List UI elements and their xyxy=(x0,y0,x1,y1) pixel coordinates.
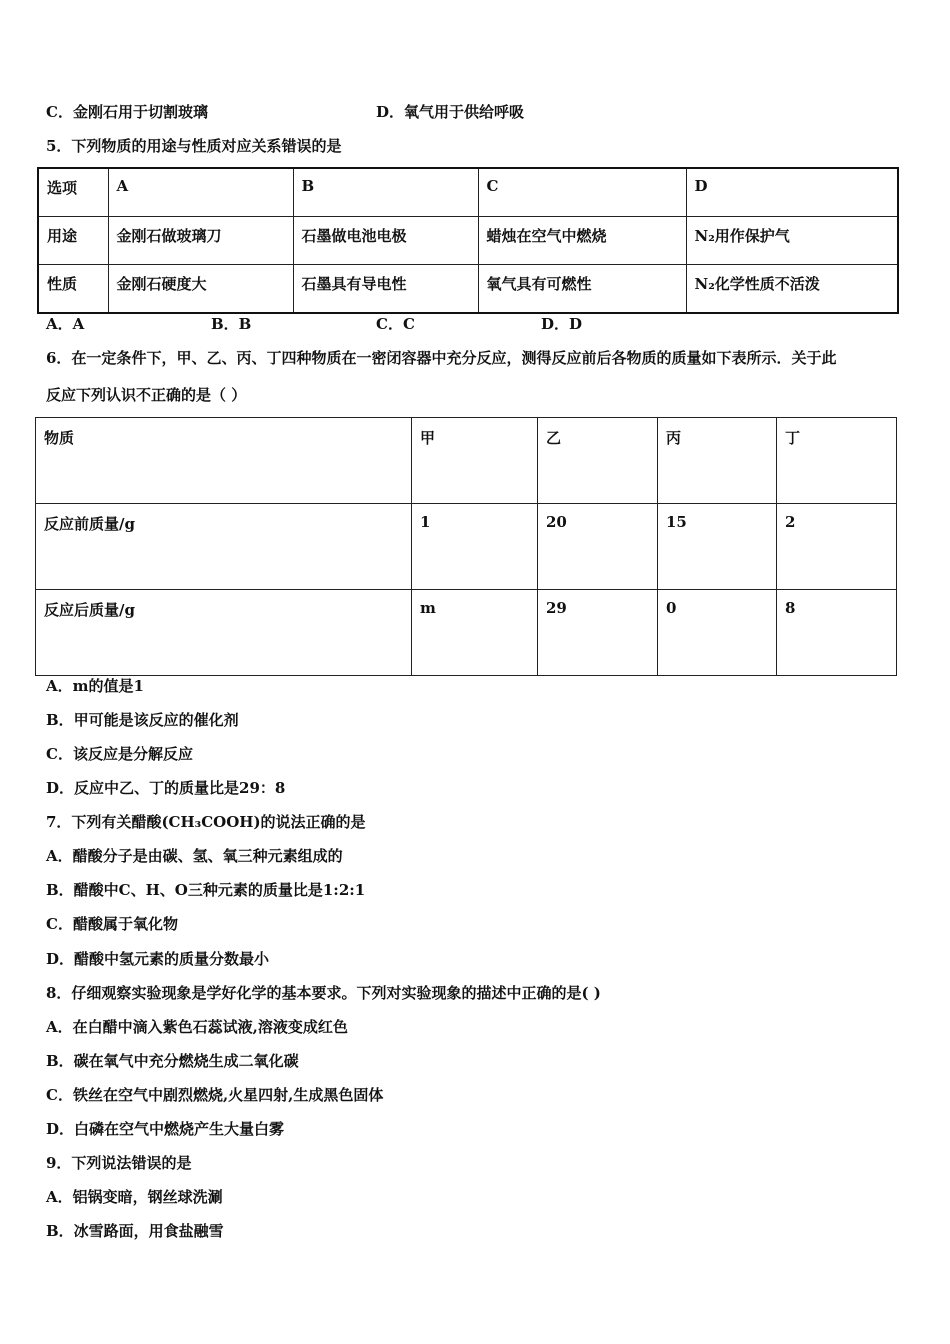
q5-option-c: C．C xyxy=(376,315,415,333)
table-cell: 乙 xyxy=(538,418,658,504)
q4-option-d: D．氧气用于供给呼吸 xyxy=(376,103,525,121)
table-cell: D xyxy=(686,168,898,217)
table-row xyxy=(36,418,897,504)
q9-option-a: A．铝锅变暗，钢丝球洗涮 xyxy=(46,1188,223,1206)
q4-option-c: C．金刚石用于切割玻璃 xyxy=(46,103,208,121)
table-row xyxy=(36,590,897,676)
q6-option-a: A．m的值是1 xyxy=(46,677,144,695)
table-cell: 氧气具有可燃性 xyxy=(478,265,686,314)
q7-option-a: A．醋酸分子是由碳、氢、氧三种元素组成的 xyxy=(46,847,343,865)
q5-table xyxy=(37,167,899,314)
table-row xyxy=(38,168,898,217)
table-cell: 用途 xyxy=(38,217,108,265)
table-cell: 甲 xyxy=(412,418,538,504)
table-cell: m xyxy=(412,590,538,676)
table-cell: 8 xyxy=(777,590,897,676)
table-row xyxy=(36,504,897,590)
table-cell: 丙 xyxy=(658,418,777,504)
q8-option-c: C．铁丝在空气中剧烈燃烧,火星四射,生成黑色固体 xyxy=(46,1086,384,1104)
table-cell: 金刚石硬度大 xyxy=(108,265,293,314)
table-cell: 蜡烛在空气中燃烧 xyxy=(478,217,686,265)
q5-option-a: A．A xyxy=(46,315,85,333)
q6-option-d: D．反应中乙、丁的质量比是29：8 xyxy=(46,779,286,797)
q9-stem: 9．下列说法错误的是 xyxy=(46,1154,192,1172)
table-cell: 15 xyxy=(658,504,777,590)
q8-stem: 8．仔细观察实验现象是学好化学的基本要求。下列对实验现象的描述中正确的是( ) xyxy=(46,984,601,1002)
q7-option-d: D．醋酸中氢元素的质量分数最小 xyxy=(46,950,270,968)
table-cell: 20 xyxy=(538,504,658,590)
q5-option-d: D．D xyxy=(541,315,583,333)
table-cell: 石墨做电池电极 xyxy=(293,217,478,265)
q5-option-b: B．B xyxy=(211,315,252,333)
table-cell: 0 xyxy=(658,590,777,676)
table-cell: N₂化学性质不活泼 xyxy=(686,265,898,314)
table-cell: 29 xyxy=(538,590,658,676)
q7-option-c: C．醋酸属于氧化物 xyxy=(46,915,178,933)
table-cell: 2 xyxy=(777,504,897,590)
table-cell: 性质 xyxy=(38,265,108,314)
q7-option-b: B．醋酸中C、H、O三种元素的质量比是1:2:1 xyxy=(46,881,366,899)
table-cell: 反应后质量/g xyxy=(36,590,412,676)
table-row xyxy=(38,217,898,265)
q6-option-c: C．该反应是分解反应 xyxy=(46,745,193,763)
q6-option-b: B．甲可能是该反应的催化剂 xyxy=(46,711,239,729)
table-cell: 1 xyxy=(412,504,538,590)
q5-stem: 5．下列物质的用途与性质对应关系错误的是 xyxy=(46,137,342,155)
table-cell: C xyxy=(478,168,686,217)
table-cell: 物质 xyxy=(36,418,412,504)
table-cell: 选项 xyxy=(38,168,108,217)
q9-option-b: B．冰雪路面，用食盐融雪 xyxy=(46,1222,224,1240)
q8-option-b: B．碳在氧气中充分燃烧生成二氧化碳 xyxy=(46,1052,299,1070)
table-cell: 石墨具有导电性 xyxy=(293,265,478,314)
q8-option-d: D．白磷在空气中燃烧产生大量白雾 xyxy=(46,1120,285,1138)
table-cell: 丁 xyxy=(777,418,897,504)
q8-option-a: A．在白醋中滴入紫色石蕊试液,溶液变成红色 xyxy=(46,1018,348,1036)
q6-stem-line2: 反应下列认识不正确的是（ ） xyxy=(46,386,247,404)
q6-table xyxy=(35,417,897,676)
table-cell: 金刚石做玻璃刀 xyxy=(108,217,293,265)
table-cell: 反应前质量/g xyxy=(36,504,412,590)
q7-stem: 7．下列有关醋酸(CH₃COOH)的说法正确的是 xyxy=(46,813,366,831)
table-cell: A xyxy=(108,168,293,217)
q6-stem-line1: 6．在一定条件下，甲、乙、丙、丁四种物质在一密闭容器中充分反应，测得反应前后各物质的质量如下表所示．关于此 xyxy=(46,349,837,367)
table-cell: N₂用作保护气 xyxy=(686,217,898,265)
table-cell: B xyxy=(293,168,478,217)
table-row xyxy=(38,265,898,314)
